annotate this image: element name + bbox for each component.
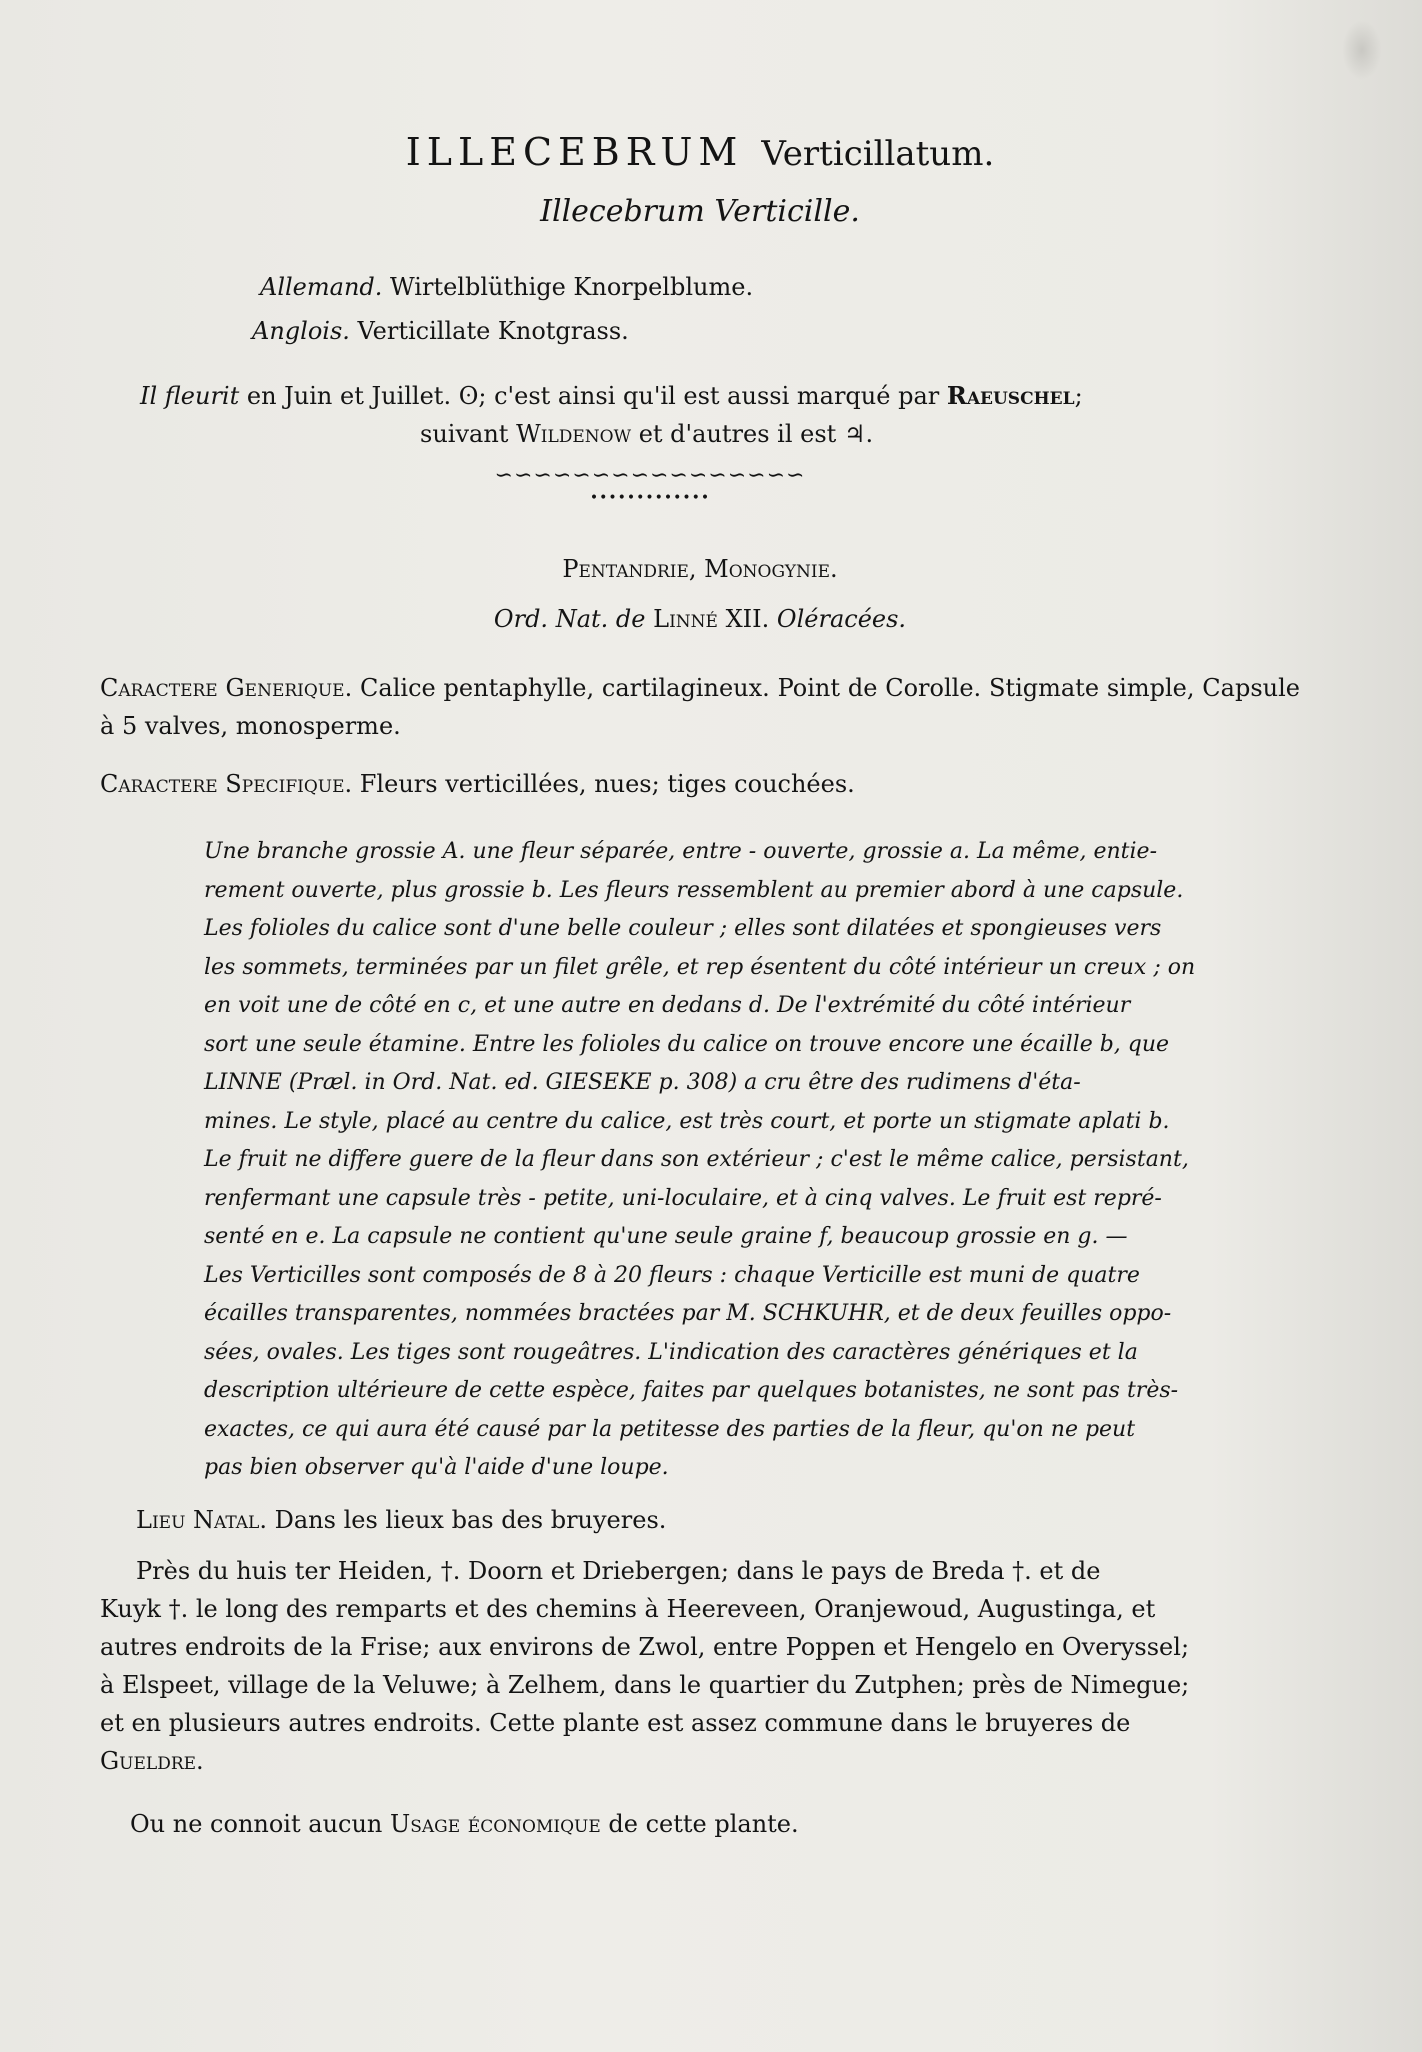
ordnat-de: de bbox=[615, 605, 646, 633]
description-line: sort une seule étamine. Entre les folioles du calice on trouve encore une écaille b, que bbox=[204, 1031, 1170, 1057]
localities bbox=[100, 1552, 1300, 1780]
description-line: en voit une de côté en c, et une autre en dedans d. De l'extrémité du côté intérieur bbox=[204, 993, 1131, 1018]
locality-line: à Elspeet, village de la Veluwe; à Zelhem, dans le quartier du Zutphen; près de Nimegue; bbox=[100, 1670, 1190, 1699]
section-text: Calice pentaphylle, cartilagineux. Point de Corolle. Stigmate simple, Capsule à 5 valves, monosperme. bbox=[100, 674, 1300, 740]
flowering-label: Il fleurit bbox=[140, 382, 240, 410]
name-value: Verticillate Knotgrass. bbox=[357, 317, 629, 345]
description-line: mines. Le style, placé au centre du calice, est très court, et porte un stigmate aplati b. bbox=[204, 1108, 1170, 1134]
page-title bbox=[100, 130, 1300, 174]
usage-text: Ou ne connoit aucun bbox=[130, 1809, 383, 1838]
ordnat-name: Oléracées. bbox=[776, 605, 907, 633]
description-line: les sommets, terminées par un filet grêle, et rep ésentent du côté intérieur un creux ; on bbox=[204, 954, 1196, 980]
economic-usage bbox=[130, 1810, 1300, 1838]
subtitle: Illecebrum Verticille. bbox=[540, 194, 860, 229]
ordnat-number: XII. bbox=[725, 605, 770, 633]
description-line: Le fruit ne differe guere de la fleur dans son extérieur ; c'est le même calice, persistant, bbox=[204, 1147, 1189, 1172]
description-line: Une branche grossie A. une fleur séparée, entre - ouverte, grossie a. La même, entie- bbox=[204, 839, 1158, 864]
usage-label: Usage économique bbox=[390, 1809, 601, 1838]
locality-line: Gueldre. bbox=[100, 1746, 204, 1775]
author-name: Wildenow bbox=[516, 420, 632, 448]
locality-line: Kuyk †. le long des remparts et des chemins à Heereveen, Oranjewoud, Augustinga, et bbox=[100, 1594, 1156, 1623]
locality-line: Près du huis ter Heiden, †. Doorn et Driebergen; dans le pays de Breda †. et de bbox=[136, 1556, 1101, 1585]
locality-line: autres endroits de la Frise; aux environs de Zwol, entre Poppen et Hengelo en Overyssel; bbox=[100, 1632, 1190, 1661]
author-name: Linné bbox=[653, 605, 718, 633]
ornament-row: ∽∽∽∽∽∽∽∽∽∽∽∽∽∽∽∽ bbox=[494, 463, 806, 488]
flowering-text: en Juin et Juillet. ʘ; c'est ainsi qu'il est aussi marqué par bbox=[246, 382, 940, 410]
description-line: écailles transparentes, nommées bractées par M. SCHKUHR, et de deux feuilles oppo- bbox=[204, 1301, 1172, 1326]
description bbox=[204, 833, 1288, 1488]
description-line: sées, ovales. Les tiges sont rougeâtres. L'indication des caractères génériques et la bbox=[204, 1339, 1138, 1365]
name-row-english bbox=[252, 309, 1300, 353]
ordnat-prefix: Ord. Nat. bbox=[493, 605, 609, 633]
name-label: Anglois. bbox=[252, 317, 350, 345]
name-label: Allemand. bbox=[260, 273, 383, 301]
section-label: Caractere Generique. bbox=[100, 674, 353, 702]
description-line: LINNE (Præl. in Ord. Nat. ed. GIESEKE p. 308) a cru être des rudimens d'éta- bbox=[204, 1070, 1081, 1095]
document-body bbox=[100, 120, 1300, 1838]
name-row-german bbox=[260, 265, 1300, 309]
flowering-text: et d'autres il est ♃. bbox=[638, 420, 874, 448]
section-label: Lieu Natal. bbox=[136, 1505, 267, 1534]
locality-line: et en plusieurs autres endroits. Cette plante est assez commune dans le bruyeres de bbox=[100, 1708, 1131, 1737]
description-line: renfermant une capsule très - petite, uni-loculaire, et à cinq valves. Le fruit est repré- bbox=[204, 1185, 1162, 1211]
flowering-text: suivant bbox=[420, 420, 509, 448]
usage-text: de cette plante. bbox=[608, 1809, 799, 1838]
description-line: exactes, ce qui aura été causé par la petitesse des parties de la fleur, qu'on ne peut bbox=[204, 1416, 1136, 1442]
section-text: Fleurs verticillées, nues; tiges couchées. bbox=[359, 770, 855, 798]
description-line: Les folioles du calice sont d'une belle couleur ; elles sont dilatées et spongieuses vers bbox=[204, 916, 1162, 941]
common-names bbox=[252, 265, 1300, 353]
title-genus: ILLECEBRUM bbox=[405, 130, 744, 174]
description-line: pas bien observer qu'à l'aide d'une loupe. bbox=[204, 1455, 669, 1480]
name-value: Wirtelblüthige Knorpelblume. bbox=[390, 273, 754, 301]
ornament-row: ••••••••••••• bbox=[589, 490, 711, 506]
description-line: Les Verticilles sont composés de 8 à 20 fleurs : chaque Verticille est muni de quatre bbox=[204, 1262, 1140, 1288]
section-label: Caractere Specifique. bbox=[100, 770, 353, 798]
description-line: description ultérieure de cette espèce, faites par quelques botanistes, ne sont pas très- bbox=[204, 1378, 1179, 1403]
flowering-line-1 bbox=[140, 377, 1300, 415]
punct: ; bbox=[1074, 382, 1083, 410]
ornament-divider bbox=[0, 465, 1300, 509]
classification: Pentandrie, Monogynie. bbox=[562, 555, 838, 583]
order-natural bbox=[100, 605, 1300, 633]
specific-character bbox=[100, 765, 1300, 803]
section-text: Dans les lieux bas des bruyeres. bbox=[274, 1505, 667, 1534]
description-line: senté en e. La capsule ne contient qu'une seule graine f, beaucoup grossie en g. — bbox=[204, 1224, 1128, 1249]
flowering-note bbox=[140, 377, 1300, 453]
native-place bbox=[136, 1506, 1300, 1534]
generic-character bbox=[100, 669, 1300, 745]
author-name: Raeuschel bbox=[946, 381, 1075, 410]
description-line: rement ouverte, plus grossie b. Les fleurs ressemblent au premier abord à une capsule. bbox=[204, 877, 1184, 903]
paper-stain bbox=[1342, 20, 1382, 80]
flowering-line-2 bbox=[420, 415, 1300, 453]
title-species: Verticillatum. bbox=[761, 134, 995, 174]
